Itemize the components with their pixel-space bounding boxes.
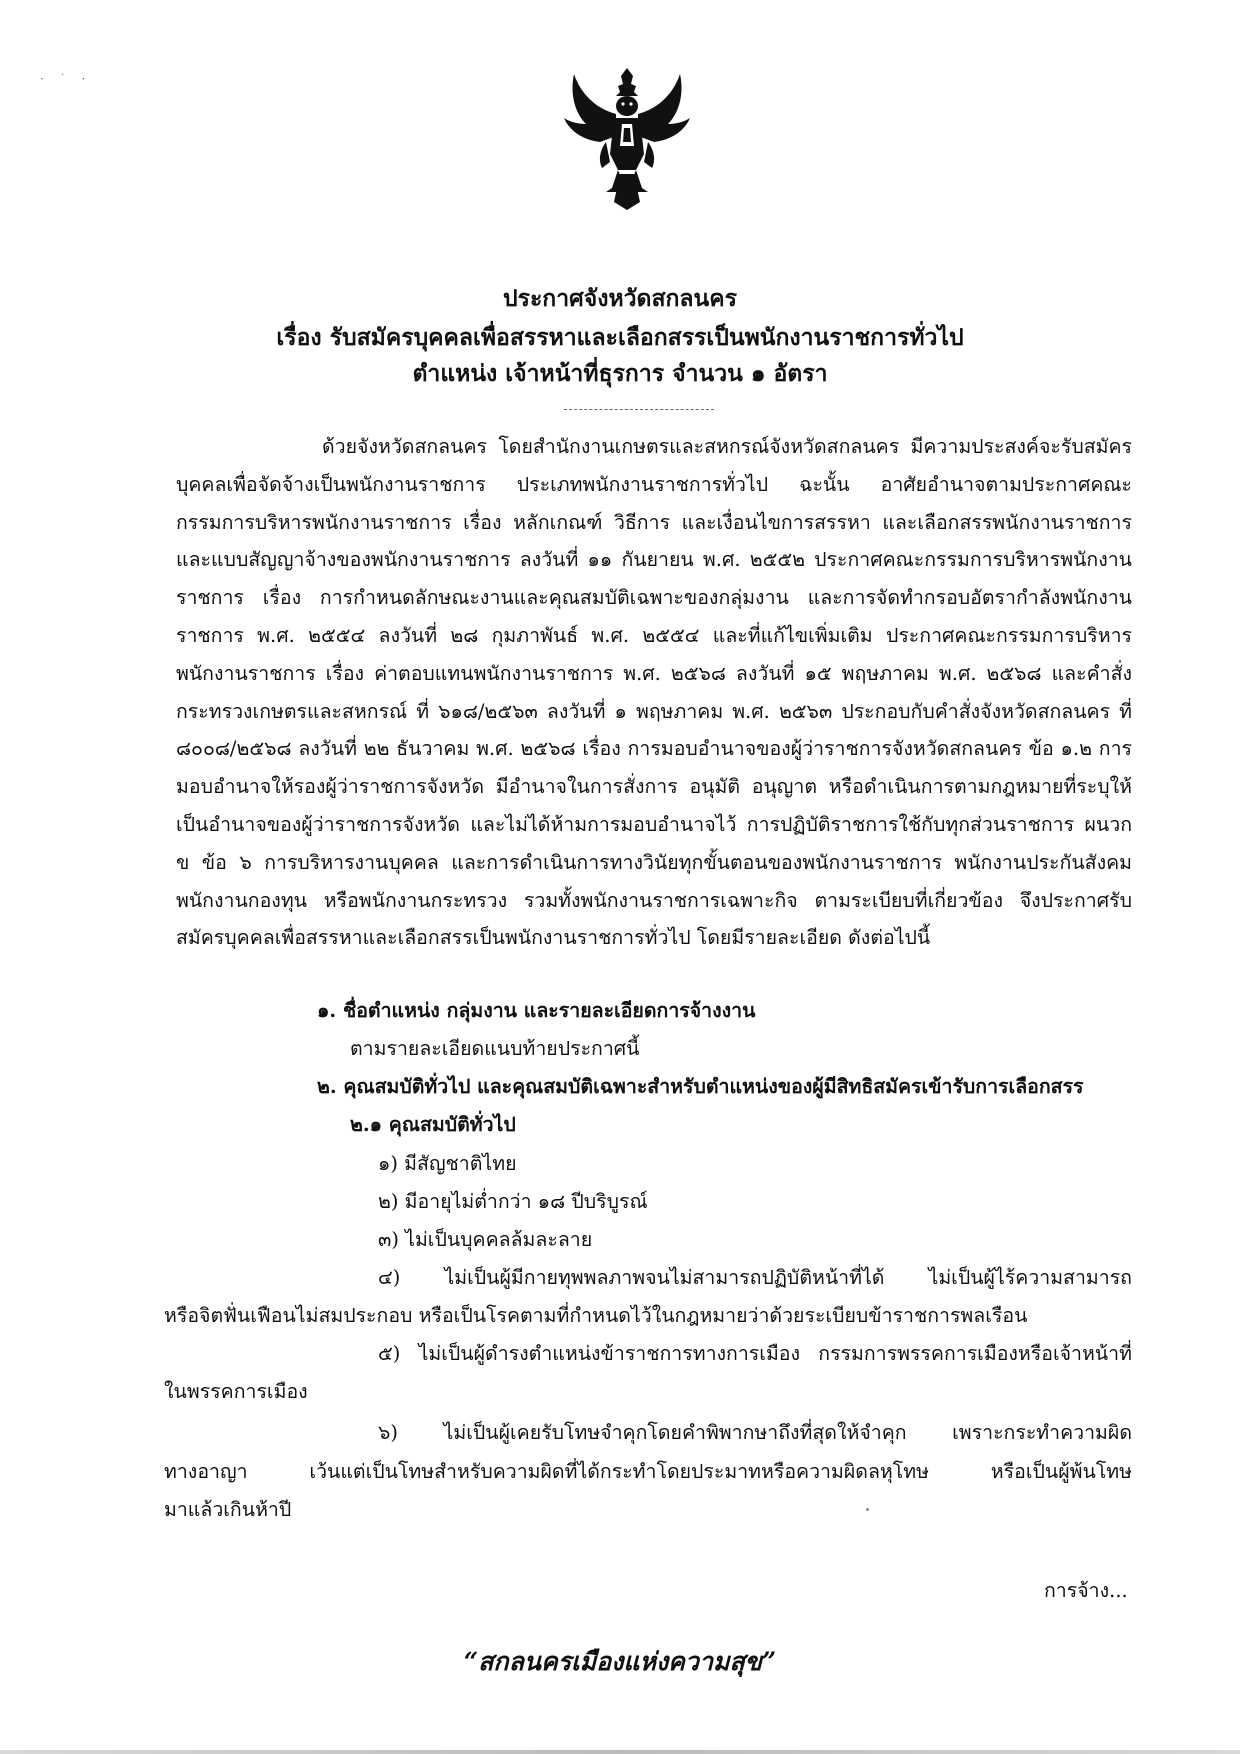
section-1-detail: ตามรายละเอียดแนบท้ายประกาศนี้ [350,1037,640,1060]
announcement-title: ประกาศจังหวัดสกลนคร [503,285,737,312]
title-divider [564,409,714,410]
qualification-6-line-1: ๖) ไม่เป็นผู้เคยรับโทษจำคุกโดยคำพิพากษาถึงที่สุดให้จำคุก เพราะกระทำความผิด [378,1421,1132,1444]
announcement-position: ตำแหน่ง เจ้าหน้าที่ธุรการ จำนวน ๑ อัตรา [412,360,828,387]
qualification-5-line-1: ๕) ไม่เป็นผู้ดำรงตำแหน่งข้าราชการทางการเมือง กรรมการพรรคการเมืองหรือเจ้าหน้าที่ [378,1342,1132,1365]
scan-bottom-edge [0,1750,1240,1754]
qualification-2: ๒) มีอายุไม่ต่ำกว่า ๑๘ ปีบริบูรณ์ [378,1190,648,1213]
section-1-title: ๑. ชื่อตำแหน่ง กลุ่มงาน และรายละเอียดการจ้างงาน [317,999,756,1022]
qualification-4-line-2: หรือจิตฟั่นเฟือนไม่สมประกอบ หรือเป็นโรคตามที่กำหนดไว้ในกฎหมายว่าด้วยระเบียบข้าราชการพลเรือน [164,1304,1028,1327]
province-motto: “สกลนครเมืองแห่งความสุข” [463,1647,777,1676]
body-paragraph-text: ด้วยจังหวัดสกลนคร โดยสำนักงานเกษตรและสหกรณ์จังหวัดสกลนคร มีความประสงค์จะรับสมัครบุคคลเพื่อจัดจ้างเป็นพนักงานราชการ ประเภทพนักงานราชการทั่วไป ฉะนั้น อาศัยอำนาจตามประกาศคณะกรรมการบริหารพนักงานราชการ เรื่อง หลักเกณฑ์ วิธีการ และเงื่อนไขการสรรหา และเลือกสรรพนักงานราชการและแบบสัญญาจ้างของพนักงานราชการ ลงวันที่ ๑๑ กันยายน พ.ศ. ๒๕๕๒ ประกาศคณะกรรมการบริหารพนักงานราชการ เรื่อง การกำหนดลักษณะงานและคุณสมบัติเฉพาะของกลุ่มงาน และการจัดทำกรอบอัตรากำลังพนักงานราชการ พ.ศ. ๒๕๕๔ ลงวันที่ ๒๘ กุมภาพันธ์ พ.ศ. ๒๕๕๔ และที่แก้ไขเพิ่มเติม ประกาศคณะกรรมการบริหารพนักงานราชการ เรื่อง ค่าตอบแทนพนักงานราชการ พ.ศ. ๒๕๖๘ ลงวันที่ ๑๕ พฤษภาคม พ.ศ. ๒๕๖๘ และคำสั่งกระทรวงเกษตรและสหกรณ์ ที่ ๖๑๘/๒๕๖๓ ลงวันที่ ๑ พฤษภาคม พ.ศ. ๒๕๖๓ ประกอบกับคำสั่งจังหวัดสกลนคร ที่ ๘๐๐๘/๒๕๖๘ ลงวันที่ ๒๒ ธันวาคม พ.ศ. ๒๕๖๘ เรื่อง การมอบอำนาจของผู้ว่าราชการจังหวัดสกลนคร ข้อ ๑.๒ การมอบอำนาจให้รองผู้ว่าราชการจังหวัด มีอำนาจในการสั่งการ อนุมัติ อนุญาต หรือดำเนินการตามกฎหมายที่ระบุให้เป็นอำนาจของผู้ว่าราชการจังหวัด และไม่ได้ห้ามการมอบอำนาจไว้ การปฏิบัติราชการใช้กับทุกส่วนราชการ ผนวก ข ข้อ ๖ การบริหารงานบุคคล และการดำเนินการทางวินัยทุกขั้นตอนของพนักงานราชการ พนักงานประกันสังคม พนักงานกองทุน หรือพนักงานกระทรวง รวมทั้งพนักงานราชการเฉพาะกิจ ตามระเบียบที่เกี่ยวข้อง จึงประกาศรับสมัครบุคคลเพื่อสรรหาและเลือกสรรเป็นพนักงานราชการทั่วไป โดยมีรายละเอียด ดังต่อไปนี้ [176,435,1132,950]
continuation-marker: การจ้าง... [1044,1579,1128,1602]
qualification-5-line-2: ในพรรคการเมือง [164,1380,308,1403]
qualification-1: ๑) มีสัญชาติไทย [378,1152,517,1175]
qualification-6-line-2: ทางอาญา เว้นแต่เป็นโทษสำหรับความผิดที่ได้กระทำโดยประมาทหรือความผิดลหุโทษ หรือเป็นผู้พ้นโทษ [164,1460,1132,1483]
section-2-1-title: ๒.๑ คุณสมบัติทั่วไป [350,1113,516,1136]
section-2-title: ๒. คุณสมบัติทั่วไป และคุณสมบัติเฉพาะสำหรับตำแหน่งของผู้มีสิทธิสมัครเข้ารับการเลือกสรร [317,1075,1084,1098]
scan-dot [866,1508,869,1511]
garuda-emblem-icon [560,62,694,212]
qualification-3: ๓) ไม่เป็นบุคคลล้มละลาย [378,1228,593,1251]
scan-specks: · ˙ · [40,72,92,86]
qualification-6-line-3: มาแล้วเกินห้าปี [164,1498,292,1521]
qualification-4-line-1: ๔) ไม่เป็นผู้มีกายทุพพลภาพจนไม่สามารถปฏิบัติหน้าที่ได้ ไม่เป็นผู้ไร้ความสามารถ [378,1266,1132,1289]
body-paragraph [176,428,1132,957]
announcement-subject: เรื่อง รับสมัครบุคคลเพื่อสรรหาและเลือกสรรเป็นพนักงานราชการทั่วไป [276,324,964,351]
